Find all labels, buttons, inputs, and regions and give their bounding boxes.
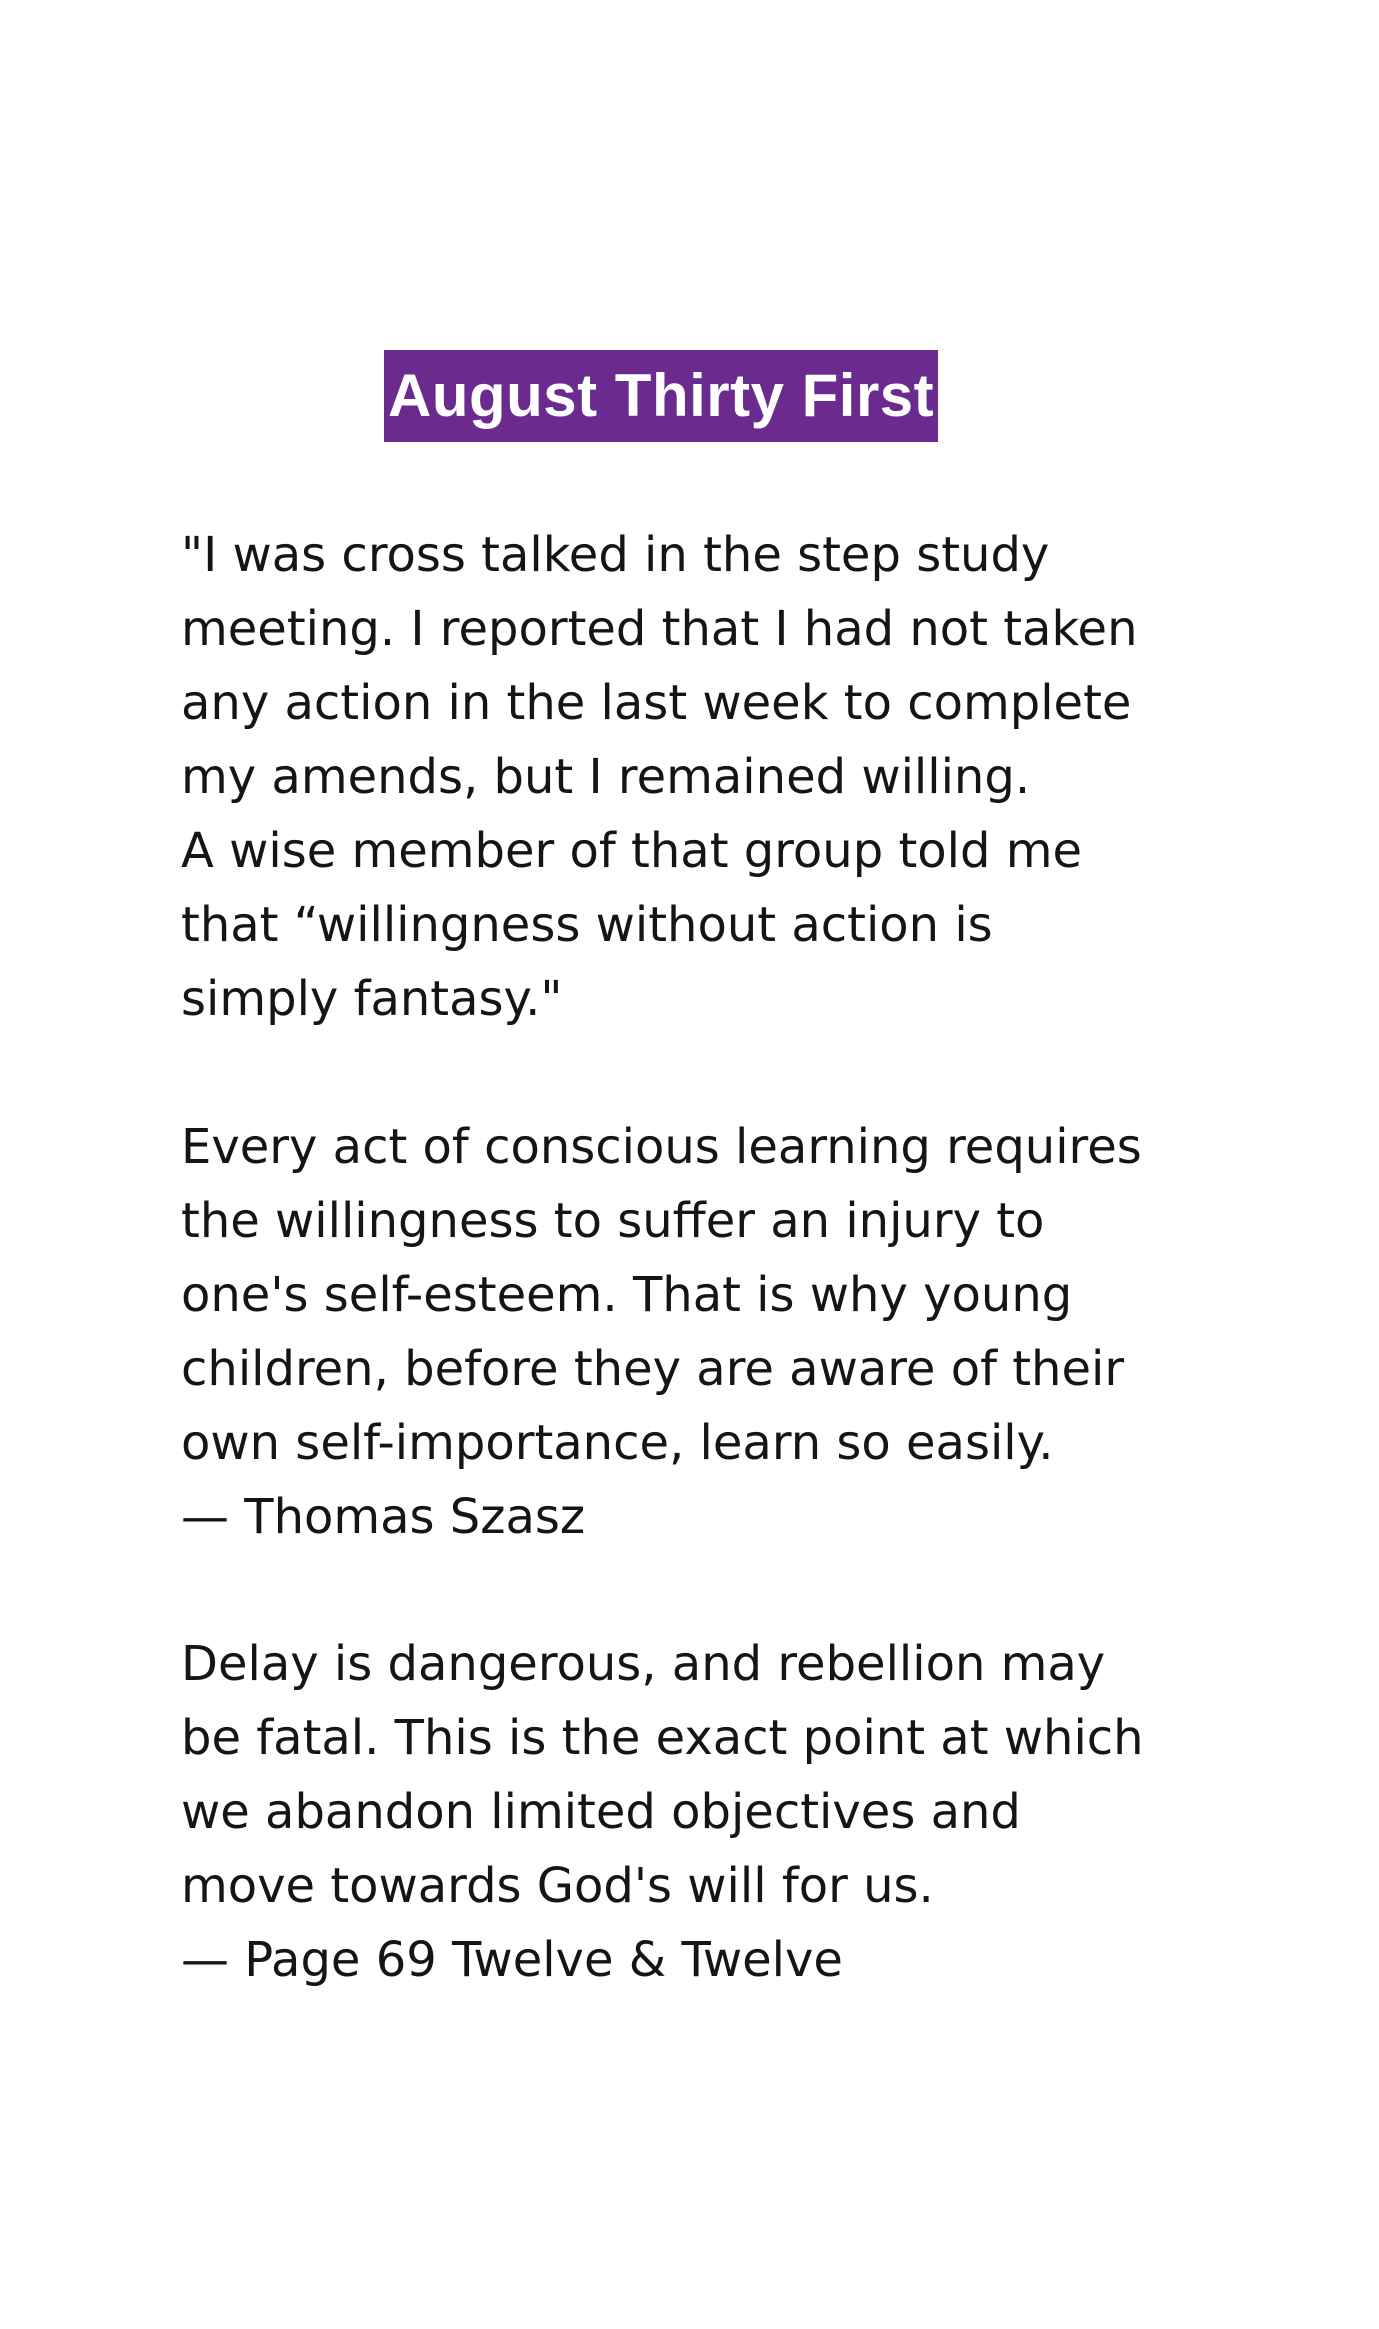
attribution-line: — Thomas Szasz xyxy=(181,1489,586,1545)
paragraph-line: Delay is dangerous, and rebellion may xyxy=(181,1636,1106,1692)
paragraph-line: Every act of conscious learning requires xyxy=(181,1119,1142,1175)
attribution-line: — Page 69 Twelve & Twelve xyxy=(181,1932,843,1988)
page-title: August Thirty First xyxy=(384,350,938,442)
paragraph-line: move towards God's will for us. xyxy=(181,1858,934,1914)
paragraph-line: one's self-esteem. That is why young xyxy=(181,1267,1073,1323)
paragraph-line: children, before they are aware of their xyxy=(181,1341,1125,1397)
paragraph-line: that “willingness without action is xyxy=(181,897,993,953)
paragraph-line: we abandon limited objectives and xyxy=(181,1784,1021,1840)
paragraph-line: be fatal. This is the exact point at which xyxy=(181,1710,1144,1766)
member-quote-paragraph xyxy=(181,518,1281,1036)
paragraph-line: the willingness to suffer an injury to xyxy=(181,1193,1045,1249)
paragraph-line: A wise member of that group told me xyxy=(181,823,1082,879)
twelve-and-twelve-quote-paragraph xyxy=(181,1627,1281,1997)
paragraph-line: any action in the last week to complete xyxy=(181,675,1132,731)
paragraph-line: "I was cross talked in the step study xyxy=(181,527,1050,583)
paragraph-line: my amends, but I remained willing. xyxy=(181,749,1031,805)
paragraph-line: meeting. I reported that I had not taken xyxy=(181,601,1138,657)
paragraph-line: simply fantasy." xyxy=(181,971,563,1027)
szasz-quote-paragraph xyxy=(181,1110,1281,1554)
paragraph-line: own self-importance, learn so easily. xyxy=(181,1415,1054,1471)
